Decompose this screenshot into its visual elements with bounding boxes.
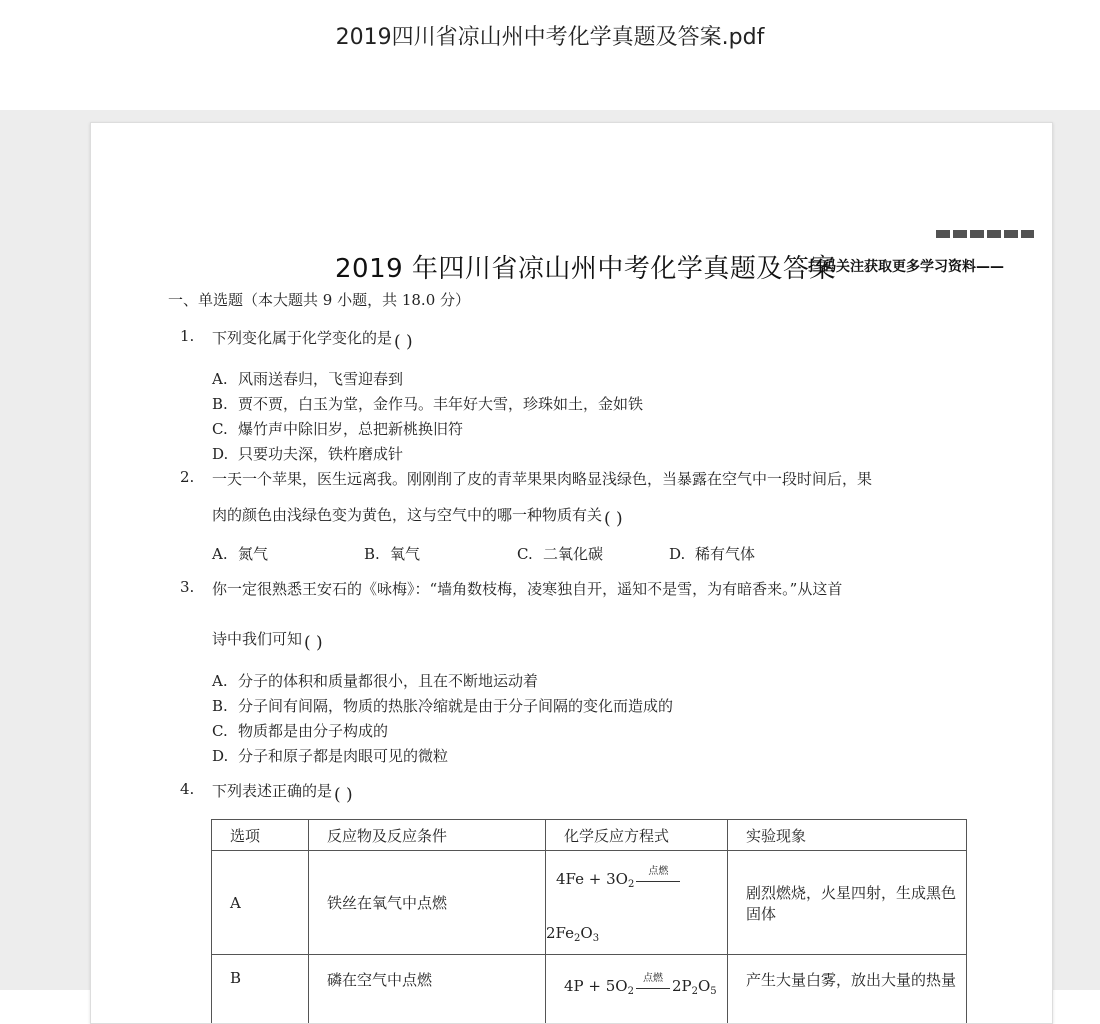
option-text: 物质都是由分子构成的: [238, 722, 388, 740]
option-text: 二氧化碳: [543, 545, 603, 563]
eq-subscript: 2: [574, 933, 580, 944]
question-stem: 下列变化属于化学变化的是: [212, 329, 392, 347]
question-text: [212, 780, 353, 801]
table-cell-phenomenon: [728, 851, 967, 955]
option-label: D.: [212, 445, 238, 463]
table-row: [212, 851, 967, 955]
eq-text: 4Fe + 3O: [556, 870, 628, 888]
eq-subscript: 3: [593, 933, 599, 944]
table-cell-equation: [546, 851, 728, 955]
option-b: [212, 393, 643, 414]
pdf-page: [90, 122, 1053, 1024]
promo-text: [808, 256, 1004, 276]
option-b: [212, 695, 673, 716]
eq-text: 2Fe: [546, 924, 574, 942]
option-text: 氮气: [238, 545, 268, 563]
option-text: 贾不贾，白玉为堂，金作马。丰年好大雪，珍珠如土，金如铁: [238, 395, 643, 413]
option-text: 分子的体积和质量都很小，且在不断地运动着: [238, 672, 538, 690]
option-d: [669, 543, 755, 564]
option-label: A.: [212, 545, 238, 563]
option-text: 稀有气体: [695, 545, 755, 563]
answer-blank: ( ): [604, 509, 623, 529]
eq-text: 4P + 5O: [564, 977, 628, 995]
reaction-condition: 点燃: [634, 969, 672, 984]
question-text: [212, 327, 413, 348]
table-cell-reactants: 磷在空气中点燃: [309, 955, 546, 1024]
option-a: [212, 543, 268, 564]
option-label: B.: [212, 395, 238, 413]
file-title: 2019四川省凉山州中考化学真题及答案.pdf: [0, 20, 1100, 51]
reaction-table: [211, 819, 967, 1024]
option-label: A.: [212, 370, 238, 388]
pdf-viewer[interactable]: [0, 110, 1100, 990]
question-number: 3.: [180, 578, 194, 596]
table-header: 实验现象: [728, 820, 967, 851]
table-cell-reactants: 铁丝在氧气中点燃: [309, 851, 546, 955]
option-label: C.: [212, 420, 238, 438]
question-text-line2: [212, 628, 323, 649]
option-d: [212, 745, 448, 766]
corner-mark: [936, 230, 1034, 238]
phenomenon-text: 剧烈燃烧，火星四射，生成黑色固体: [728, 882, 958, 924]
eq-text: O: [698, 977, 710, 995]
option-label: C.: [212, 722, 238, 740]
option-label: B.: [212, 697, 238, 715]
question-stem: 诗中我们可知: [212, 630, 302, 648]
table-header: 选项: [212, 820, 309, 851]
option-label: C.: [517, 545, 543, 563]
eq-subscript: 2: [692, 986, 698, 997]
answer-blank: ( ): [394, 332, 413, 352]
answer-blank: ( ): [304, 633, 323, 653]
option-text: 只要功夫深，铁杵磨成针: [238, 445, 403, 463]
option-text: 爆竹声中除旧岁，总把新桃换旧符: [238, 420, 463, 438]
eq-subscript: 5: [710, 986, 716, 997]
question-number: 4.: [180, 780, 194, 798]
eq-text: 2P: [672, 977, 692, 995]
eq-text: O: [580, 924, 592, 942]
document-title: 2019 年四川省凉山州中考化学真题及答案: [335, 248, 836, 285]
viewer-header: [0, 0, 1100, 110]
option-c: [212, 720, 388, 741]
question-stem: 下列表述正确的是: [212, 782, 332, 800]
option-c: [517, 543, 603, 564]
section-heading: 一、单选题（本大题共 9 小题，共 18.0 分）: [168, 289, 470, 310]
question-stem: 肉的颜色由浅绿色变为黄色，这与空气中的哪一种物质有关: [212, 506, 602, 524]
table-cell-phenomenon: 产生大量白雾，放出大量的热量: [728, 955, 967, 1024]
option-text: 风雨送春归，飞雪迎春到: [238, 370, 403, 388]
option-label: D.: [212, 747, 238, 765]
option-a: [212, 368, 403, 389]
table-cell-option: A: [212, 851, 309, 955]
option-text: 氧气: [390, 545, 420, 563]
eq-subscript: 2: [628, 879, 634, 890]
equation-reactants: [546, 862, 727, 890]
option-text: 分子间有间隔，物质的热胀冷缩就是由于分子间隔的变化而造成的: [238, 697, 673, 715]
table-header-row: [212, 820, 967, 851]
table-header: 反应物及反应条件: [309, 820, 546, 851]
reaction-condition: 点燃: [634, 862, 682, 877]
table-cell-equation: [546, 955, 728, 1024]
question-number: 2.: [180, 468, 194, 486]
option-d: [212, 443, 403, 464]
table-row: [212, 955, 967, 1024]
table-header: 化学反应方程式: [546, 820, 728, 851]
question-text-line2: [212, 504, 623, 525]
answer-blank: ( ): [334, 785, 353, 805]
question-text: 你一定很熟悉王安石的《咏梅》：“墙角数枝梅，凌寒独自开，遥知不是雪，为有暗香来。”从这首: [212, 578, 842, 599]
option-a: [212, 670, 538, 691]
table-cell-option: B: [212, 955, 309, 1024]
option-label: D.: [669, 545, 695, 563]
eq-subscript: 2: [628, 986, 634, 997]
option-text: 分子和原子都是肉眼可见的微粒: [238, 747, 448, 765]
option-b: [364, 543, 420, 564]
question-number: 1.: [180, 327, 194, 345]
promo-label: 扫码关注获取更多学习资料——: [808, 259, 1004, 275]
question-text: 一天一个苹果，医生远离我。刚刚削了皮的青苹果果肉略显浅绿色，当暴露在空气中一段时间后，果: [212, 468, 872, 489]
option-c: [212, 418, 463, 439]
option-label: B.: [364, 545, 390, 563]
equation-product: [546, 924, 727, 944]
option-label: A.: [212, 672, 238, 690]
